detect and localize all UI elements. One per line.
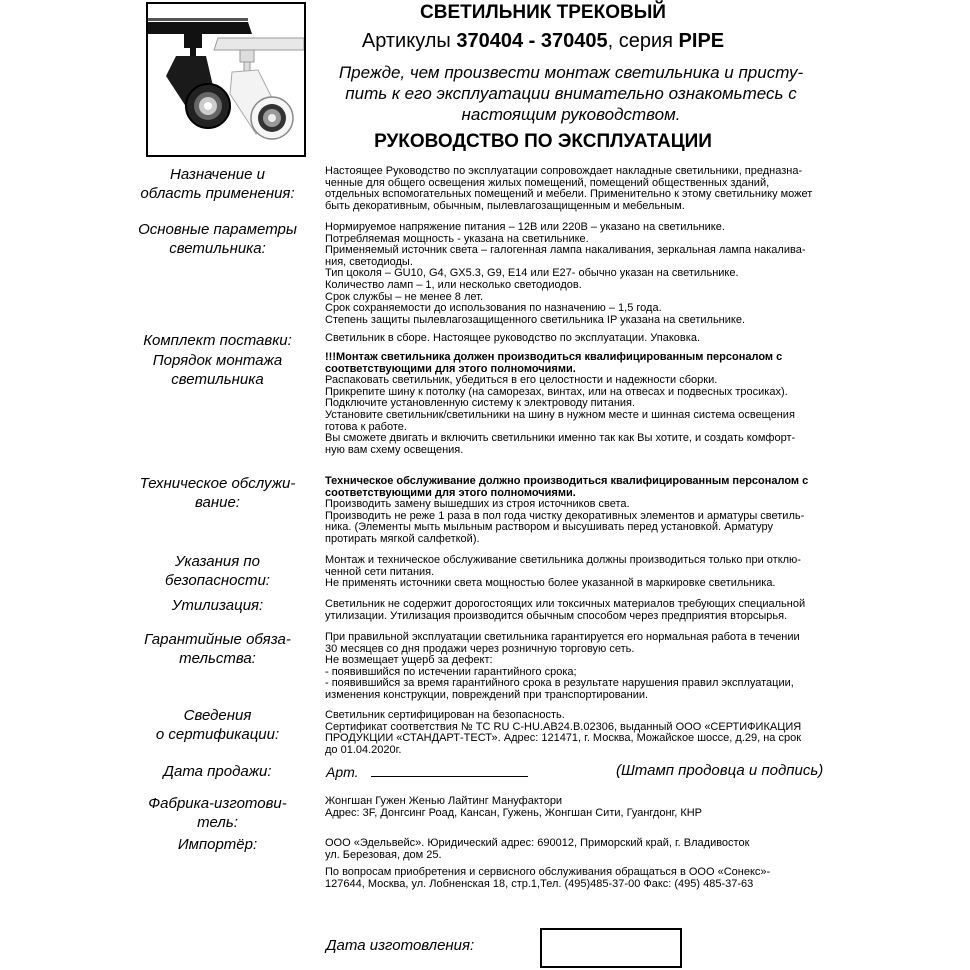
importer-label: Импортёр: — [177, 836, 258, 853]
disposal-text: Светильник не содержит дорогостоящих или токсичных материалов требующих специальной утилизации. Утилизация производится обычным способом через предприятия вторсырья. — [325, 598, 806, 622]
stamp-signature-note: (Штамп продовца и подпись) — [616, 762, 824, 779]
warranty-text: При правильной эксплуатации светильника гарантируется его нормальная работа в течении 30 месяцев со дня продажи через розничную торговую сеть. Не возмещает ущерб за дефект: - появившийся по истечении гарантийного срока; - появившийся за время гарантийного срока в результате нарушения правил эксплуатации, изменения конструкции, повреждений при транспортировании. — [325, 631, 800, 701]
track-light-illustration — [148, 4, 304, 155]
importer-text: ООО «Эдельвейс». Юридический адрес: 690012, Приморский край, г. Владивосток ул. Березовая, дом 25. По вопросам приобретения и сервисного обслуживания обращаться в ООО «Сонекс»- 127644, Москва, ул. Лобненская 18, стр.1,Тел. (495)485-37-00 Факс: (495) 485-37-63 — [325, 837, 771, 890]
factory-label: Фабрика-изготови- тель: — [148, 795, 287, 831]
cert-label: Сведения о сертификации: — [155, 707, 280, 743]
maintenance-text: Техническое обслуживание должно производиться квалифицированным персоналом с соответствующими для этого полномочиями. Производить замену вышедших из строя источников света. Производить не реже 1 раза в пол года чистку декоративных элементов и арматуры светиль- ника. (Элементы мыть мыльным раствором и высушивать перед установкой. Арматуру протирать мягкой салфеткой). — [325, 475, 809, 545]
articles-line: Артикулы 370404 - 370405, серия PIPE — [361, 30, 725, 52]
warning-text: Прежде, чем произвести монтаж светильника и присту- пить к его эксплуатации внимательно ознакомьтесь с настоящим руководством. — [338, 63, 804, 124]
factory-text: Жонгшан Гужен Женью Лайтинг Мануфактори Адрес: 3F, Донгсинг Роад, Кансан, Гужень, Жонгшан Сити, Гуангдонг, КНР — [325, 795, 703, 819]
install-label: Порядок монтажа светильника — [152, 352, 283, 388]
install-text: !!!Монтаж светильника должен производиться квалифицированным персоналом с соответствующими для этого полномочиями. Распаковать светильник, убедиться в его целостности и надежности сборки. Прикрепите шину к потолку (на саморезах, винтах, или на отвесах и подвесных тросиках). Подключите установленную систему к электроводу питания. Установите светильник/светильники на шину в нужном месте и шинная система освещения готова к работе. Вы сможете двигать и включить светильники именно так как Вы хотите, и создать комфорт- ную вам схему освещения. — [325, 351, 796, 456]
purpose-text: Настоящее Руководство по эксплуатации сопровождает накладные светильники, предназна- ченные для общего освещения жилых помещений, помещений общественных зданий, отдельных вспомогательных помещений и мебели. Применительно к этому светильнику может быть декоративным, обычным, пылевлагозащищенным и мебельным. — [325, 165, 813, 212]
purpose-label: Назначение и область применения: — [140, 166, 295, 202]
maintenance-label: Техническое обслужи- вание: — [139, 475, 296, 511]
params-text: Нормируемое напряжение питания – 12В или 220В – указано на светильнике. Потребляемая мощность - указана на светильнике. Применяемый источник света – галогенная лампа накаливания, зеркальная лампа накалива- ния, светодиоды. Тип цоколя – GU10, G4, GX5.3, G9, E14 или E27- обычно указан на светильнике. Количество ламп – 1, или несколько светодиодов. Срок службы – не менее 8 лет. Срок сохраняемости до использования по назначению – 1,5 года. Степень защиты пылевлагозащищенного светильника IP указана на светильнике. — [325, 221, 806, 326]
params-label: Основные параметры светильника: — [138, 221, 297, 257]
product-photo — [146, 2, 306, 157]
manufacture-date-label: Дата изготовления: — [326, 937, 475, 954]
article-blank-line — [371, 776, 528, 777]
article-field-label: Арт. — [326, 764, 359, 780]
cert-text: Светильник сертифицирован на безопасность. Сертификат соответствия № ТС RU C-HU.АВ24.В.02306, выданный ООО «СЕРТИФИКАЦИЯ ПРОДУКЦИИ «СТАНДАРТ-ТЕСТ». Адрес: 121471, г. Москва, Можайское шоссе, д.29, на срок до 01.04.2020г. — [325, 709, 802, 756]
safety-label: Указания по безопасности: — [165, 553, 270, 589]
product-title: СВЕТИЛЬНИК ТРЕКОВЫЙ — [420, 2, 666, 23]
sale-date-label: Дата продажи: — [163, 763, 272, 780]
kit-text: Светильник в сборе. Настоящее руководство по эксплуатации. Упаковка. — [325, 332, 700, 344]
manual-title: РУКОВОДСТВО ПО ЭКСПЛУАТАЦИИ — [374, 131, 712, 152]
disposal-label: Утилизация: — [171, 597, 264, 614]
safety-text: Монтаж и техническое обслуживание светильника должны производиться только при отклю- ченной сети питания. Не применять источники света мощностью более указанной в маркировке светильника. — [325, 554, 801, 590]
manufacture-date-box — [540, 928, 682, 968]
kit-label: Комплект поставки: — [143, 332, 292, 349]
warranty-label: Гарантийные обяза- тельства: — [144, 631, 291, 667]
